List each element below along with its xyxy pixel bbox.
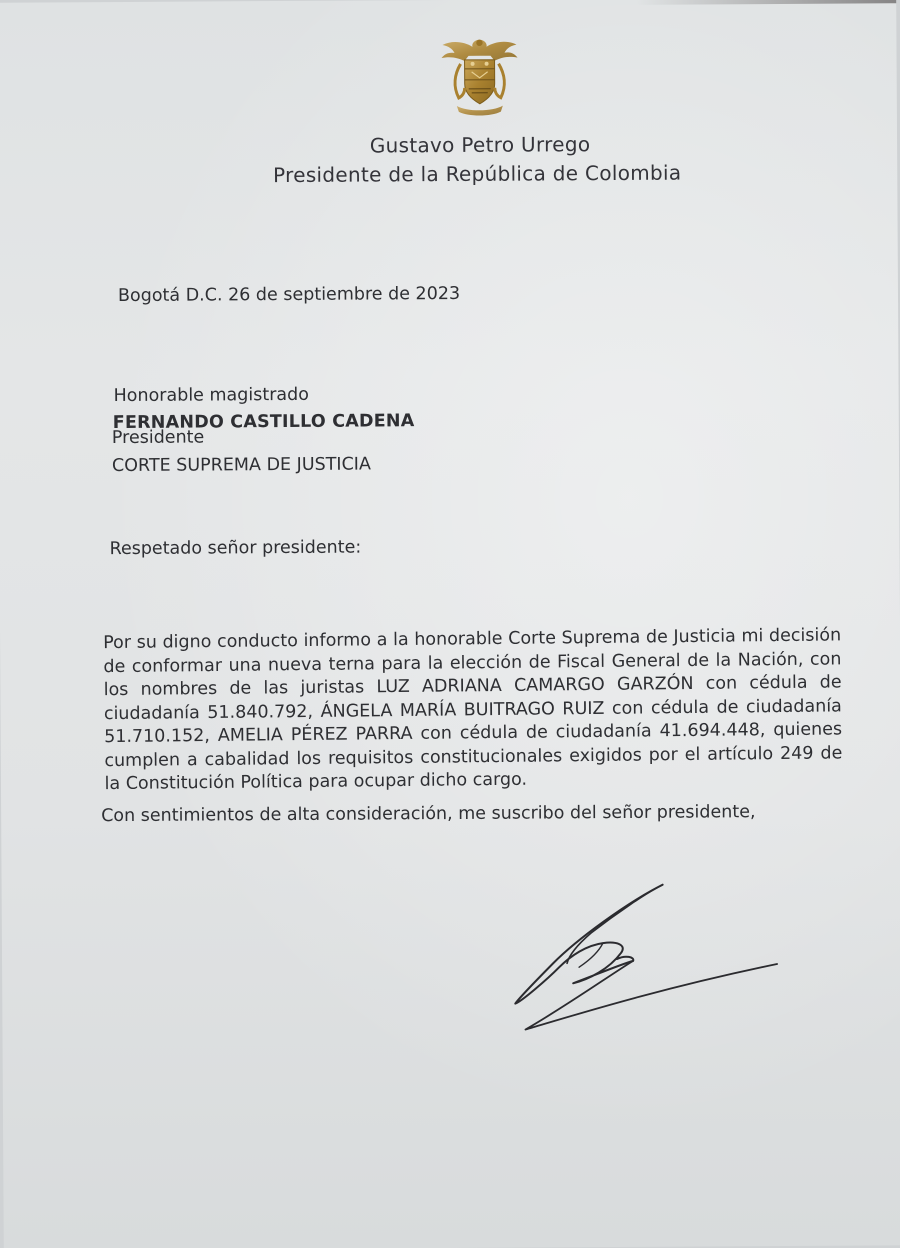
handwritten-signature-icon: [507, 878, 788, 1040]
recipient-name: FERNANDO CASTILLO CADENA: [112, 411, 415, 434]
letter-greeting: Respetado señor presidente:: [109, 537, 362, 560]
letter-closing: Con sentimientos de alta consideración, me suscribo del señor presidente,: [101, 802, 756, 827]
letter-body-paragraph: Por su digno conducto informo a la honorable Corte Suprema de Justicia mi decisión de conformar una nueva terna para la elección de Fiscal General de la Nación, con los nombres de las juristas LUZ ADRIANA CAMARGO GARZÓN con cédula de ciudadanía 51.840.792, ÁNGELA MARÍA BUITRAGO RUIZ con cédula de ciudadanía 51.710.152, AMELIA PÉREZ PARRA con cédula de ciudadanía 41.694.448, quienes cumplen a cabalidad los requisitos constitucionales exigidos por el artículo 249 de la Constitución Política para ocupar dicho cargo.: [103, 625, 843, 795]
letter-date: Bogotá D.C. 26 de septiembre de 2023: [117, 283, 461, 307]
recipient-organization: CORTE SUPREMA DE JUSTICIA: [111, 454, 371, 477]
recipient-role: Presidente: [111, 427, 205, 449]
page-edge-shadow: [636, 0, 896, 5]
letterhead-name: Gustavo Petro Urrego: [369, 132, 591, 158]
recipient-salutation-title: Honorable magistrado: [113, 384, 310, 407]
coat-of-arms-icon: [438, 34, 521, 118]
letterhead-title: Presidente de la República de Colombia: [273, 160, 682, 188]
